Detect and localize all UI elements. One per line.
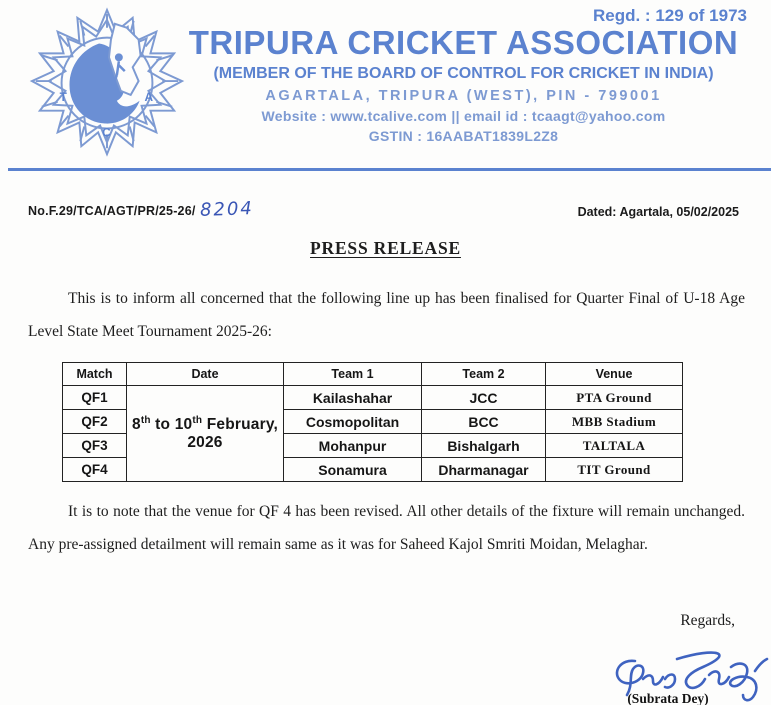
- col-header-date: Date: [127, 363, 284, 386]
- team1: Mohanpur: [284, 434, 422, 458]
- venue: PTA Ground: [546, 386, 683, 410]
- team2: Dharmanagar: [422, 458, 546, 482]
- match-id: QF2: [63, 410, 127, 434]
- logo-letter-a: A: [144, 89, 154, 104]
- team2: BCC: [422, 410, 546, 434]
- team2: Bishalgarh: [422, 434, 546, 458]
- organisation-name: TRIPURA CRICKET ASSOCIATION: [188, 24, 739, 61]
- gstin-line: GSTIN : 16AABAT1839L2Z8: [368, 127, 559, 144]
- reference-row: [28, 199, 743, 225]
- document-title: PRESS RELEASE: [310, 238, 461, 258]
- table-header-row: [63, 363, 683, 386]
- team2: JCC: [422, 386, 546, 410]
- handwritten-serial: 8204: [199, 198, 254, 221]
- website-email-line: Website : www.tcalive.com || email id : tcaagt@yahoo.com: [261, 107, 666, 124]
- col-header-venue: Venue: [546, 363, 683, 386]
- logo-letter-c: C: [102, 125, 111, 140]
- table-row: [63, 386, 683, 410]
- address-line: AGARTALA, TRIPURA (WEST), PIN - 799001: [265, 87, 662, 104]
- col-header-match: Match: [63, 363, 127, 386]
- regards-line: Regards,: [680, 612, 735, 629]
- match-id: QF1: [63, 386, 127, 410]
- col-header-team2: Team 2: [422, 363, 546, 386]
- member-line: (MEMBER OF THE BOARD OF CONTROL FOR CRICKET IN INDIA): [213, 64, 714, 82]
- signatory-name: (Subrata Dey): [627, 691, 709, 705]
- date-line: Dated: Agartala, 05/02/2025: [577, 205, 739, 219]
- fixtures-table: [62, 362, 683, 482]
- match-id: QF3: [63, 434, 127, 458]
- match-id: QF4: [63, 458, 127, 482]
- venue: MBB Stadium: [546, 410, 683, 434]
- venue: TIT Ground: [546, 458, 683, 482]
- team1: Kailashahar: [284, 386, 422, 410]
- team1: Sonamura: [284, 458, 422, 482]
- letterhead-text: [160, 26, 767, 144]
- reference-number: No.F.29/TCA/AGT/PR/25-26/: [28, 204, 196, 218]
- note-paragraph: It is to note that the venue for QF 4 has been revised. All other details of the fixture will remain unchanged. Any pre-assigned detailment will remain same as it was for Saheed Kajol Smriti Moidan, Melaghar.: [28, 503, 745, 553]
- col-header-team1: Team 1: [284, 363, 422, 386]
- venue: TALTALA: [546, 434, 683, 458]
- intro-paragraph: This is to inform all concerned that the following line up has been finalised for Quarter Final of U-18 Age Level State Meet Tournament 2025-26:: [28, 290, 745, 340]
- team1: Cosmopolitan: [284, 410, 422, 434]
- letterhead-divider: [8, 168, 771, 171]
- logo-letter-t: T: [59, 89, 67, 104]
- letterhead: [0, 0, 771, 175]
- registration-number: Regd. : 129 of 1973: [592, 6, 747, 25]
- fixtures-table-wrapper: [62, 362, 683, 482]
- match-date: 8th to 10th February, 2026: [127, 386, 284, 482]
